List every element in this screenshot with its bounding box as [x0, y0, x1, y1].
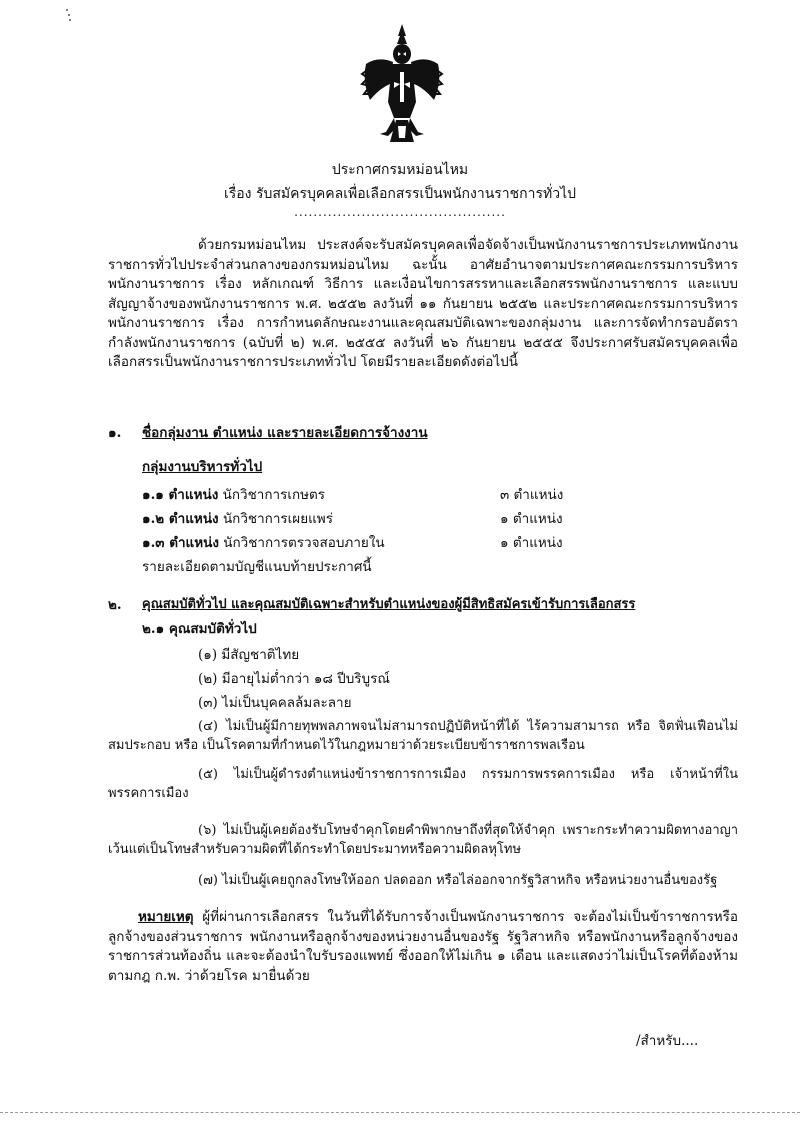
section1-number: ๑. — [108, 425, 122, 441]
corner-mark-icon — [64, 8, 74, 22]
remark-text: ผู้ที่ผ่านการเลือกสรร ในวันที่ได้รับการจ้างเป็นพนักงานราชการ จะต้องไม่เป็นข้าราชการหรือลูกจ้างของส่วนราชการ พนักงานหรือลูกจ้างของหน่วยงานอื่นของรัฐ รัฐวิสาหกิจ หรือพนักงานหรือลูกจ้างของราชการส่วนท้องถิ่น และจะต้องนำใบรับรองแพทย์ ซึ่งออกให้ไม่เกิน ๑ เดือน และแสดงว่าไม่เป็นโรคที่ต้องห้ามตามกฎ ก.พ. ว่าด้วยโรค มายื่นด้วย — [108, 909, 738, 984]
position-row — [142, 534, 385, 554]
position-name: นักวิชาการเผยแพร่ — [222, 511, 333, 527]
position-label: ๑.๑ ตำแหน่ง — [142, 487, 219, 503]
position-row — [142, 510, 333, 530]
remark-label: หมายเหตุ — [138, 909, 194, 925]
position-label: ๑.๒ ตำแหน่ง — [142, 511, 219, 527]
qualification-item: (๖) ไม่เป็นผู้เคยต้องรับโทษจำคุกโดยคำพิพากษาถึงที่สุดให้จำคุก เพราะกระทำความผิดทางอาญา เว้นแต่เป็นโทษสำหรับความผิดที่ได้กระทำโดยประมาทหรือความผิดลหุโทษ — [108, 823, 738, 857]
position-label: ๑.๓ ตำแหน่ง — [142, 535, 219, 551]
qualification-item: (๕) ไม่เป็นผู้ดำรงตำแหน่งข้าราชการการเมือง กรรมการพรรคการเมือง หรือ เจ้าหน้าที่ในพรรคการเมือง — [108, 767, 738, 801]
qualification-item: (๔) ไม่เป็นผู้มีกายทุพพลภาพจนไม่สามารถปฏิบัติหน้าที่ได้ ไร้ความสามารถ หรือ จิตฟั่นเฟือนไม่สมประกอบ หรือ เป็นโรคตามที่กำหนดไว้ในกฎหมายว่าด้วยระเบียบข้าราชการพลเรือน — [108, 719, 738, 753]
position-row — [142, 486, 325, 506]
remark-paragraph — [108, 908, 738, 986]
position-name: นักวิชาการเกษตร — [222, 487, 326, 503]
details-note: รายละเอียดตามบัญชีแนบท้ายประกาศนี้ — [142, 559, 372, 575]
section1-group: กลุ่มงานบริหารทั่วไป — [142, 459, 263, 475]
scan-edge-divider — [0, 1112, 800, 1113]
qualification-item: (๑) มีสัญชาติไทย — [198, 647, 300, 663]
position-count: ๓ ตำแหน่ง — [500, 487, 564, 503]
title-divider: ............................................ — [294, 205, 506, 219]
position-count: ๑ ตำแหน่ง — [500, 535, 563, 551]
position-count: ๑ ตำแหน่ง — [500, 511, 563, 527]
announcement-title: ประกาศกรมหม่อนไหม — [331, 162, 469, 178]
section2-heading: คุณสมบัติทั่วไป และคุณสมบัติเฉพาะสำหรับตำแหน่งของผู้มีสิทธิสมัครเข้ารับการเลือกสรร — [142, 597, 636, 612]
qualification-item: (๒) มีอายุไม่ต่ำกว่า ๑๘ ปีบริบูรณ์ — [198, 671, 390, 687]
qualification-item: (๗) ไม่เป็นผู้เคยถูกลงโทษให้ออก ปลดออก หรือไล่ออกจากรัฐวิสาหกิจ หรือหน่วยงานอื่นของรัฐ — [198, 873, 718, 888]
intro-paragraph: ด้วยกรมหม่อนไหม ประสงค์จะรับสมัครบุคคลเพื่อจัดจ้างเป็นพนักงานราชการประเภทพนักงานราชการทั่วไปประจำส่วนกลางของกรมหม่อนไหม ฉะนั้น อาศัยอำนาจตามประกาศคณะกรรมการบริหารพนักงานราชการ เรื่อง หลักเกณฑ์ วิธีการ และเงื่อนไขการสรรหาและเลือกสรรพนักงานราชการ และแบบสัญญาจ้างของพนักงานราชการ พ.ศ. ๒๕๕๒ ลงวันที่ ๑๑ กันยายน ๒๕๕๒ และประกาศคณะกรรมการบริหารพนักงานราชการ เรื่อง การกำหนดลักษณะงานและคุณสมบัติเฉพาะของกลุ่มงาน และการจัดทำกรอบอัตรากำลังพนักงานราชการ (ฉบับที่ ๒) พ.ศ. ๒๕๕๕ ลงวันที่ ๒๖ กันยายน ๒๕๕๕ จึงประกาศรับสมัครบุคคลเพื่อเลือกสรรเป็นพนักงานราชการประเภททั่วไป โดยมีรายละเอียดดังต่อไปนี้ — [108, 237, 738, 371]
section1-heading: ชื่อกลุ่มงาน ตำแหน่ง และรายละเอียดการจ้างงาน — [142, 425, 428, 441]
qualification-item: (๓) ไม่เป็นบุคคลล้มละลาย — [198, 695, 352, 711]
garuda-emblem-icon — [360, 22, 444, 146]
continuation-marker: /สำหรับ.... — [636, 1033, 699, 1049]
section2-number: ๒. — [108, 597, 122, 613]
announcement-subject: เรื่อง รับสมัครบุคคลเพื่อเลือกสรรเป็นพนักงานราชการทั่วไป — [223, 186, 577, 202]
position-name: นักวิชาการตรวจสอบภายใน — [223, 535, 385, 551]
section2-subheading: ๒.๑ คุณสมบัติทั่วไป — [142, 621, 257, 637]
